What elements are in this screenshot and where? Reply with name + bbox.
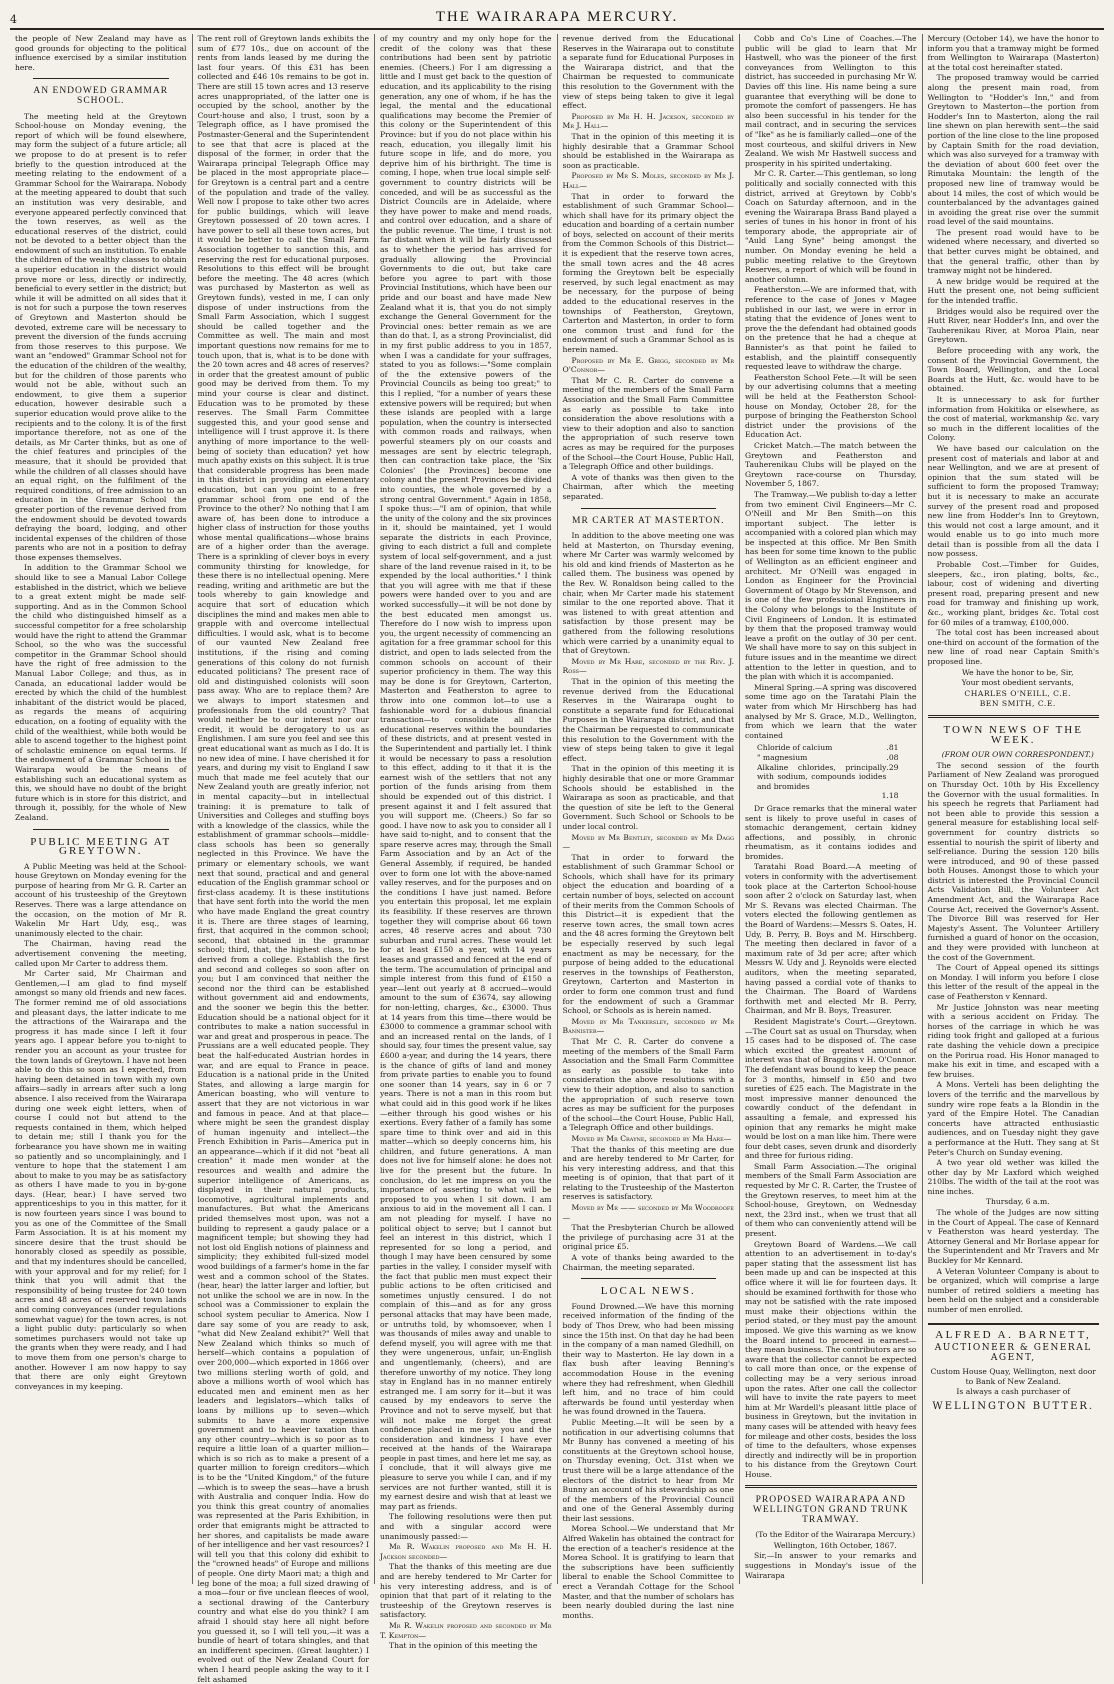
column-4 (558, 34, 741, 1620)
heading-tramway: PROPOSED WAIRARAPA AND WELLINGTON GRAND TRUNK TRAMWAY. (752, 1495, 909, 1525)
news-item: Mineral Spring.—A spring was discovered some time ago on the Taratahi Plain the water from which Mr Hirschberg has had analysed by Mr S. Grace, M.D., Wellington, from which we learn that the water contained (745, 682, 917, 740)
news-item: Morea School.—We understand that Mr Alfred Wakelin has obtained the contract for the erection of a teacher's residence at the Morea School. It is gratifying to learn that the subscriptions have been sufficiently liberal to enable the School Committee to erect a Verandah Cottage for the School Master, and that the number of scholars has been nearly doubled during the last nine months. (562, 1524, 734, 1620)
paragraph: A new bridge would be required at the Hutt the present one, not being sufficient for the intended traffic. (927, 276, 1099, 306)
paragraph: The rent roll of Greytown lands exhibits the sum of £77 10s., due on account of the rents from lands leased by me during the last four years. Of this £31 has been collected and £46 10s remains to be got in. There are still 15 town acres and 13 reserve acres unappropriated, of the latter one is occupied by the school, another by the Court-house and also, I trust, soon by a Telegraph office, as I have promised the Postmaster-General and the Superintendent to see that that acre is placed at the disposal of the former, in order that the Wairarapa principal Telegraph Office may be placed in the most appropriate place—for Greytown is a central part and a centre of the population and trade of the valley. Well now I propose to take other two acres for public buildings, which will leave Greytown possessed of 20 town acres. I have power to sell all these town acres, but it would be better to call the Small Farm Association together to sanction this, and reserving the rest for educational purposes. Resolutions to this effect will be brought before the meeting. The 48 acres (which was purchased by Masterton as well as Greytown funds), vested in me, I can only dispose of under instructions from the Small Farm Association, which I suggest should be called together and the Committee as well. The main and most important questions now remains for me to touch upon, that is, what is to be done with the 20 town acres and 48 acres of reserves? in order that the greatest amount of public good may be derived from them. To my mind your course is clear and distinct. Education was to be promoted by these reserves. The Small Farm Committee suggested this, and your good sense and intelligence will I trust approve it. Is there anything of more importance to the well-being of society than education? yet how much apathy exists on this subject. It is true that considerable progress has been made in this district in providing an elementary education, but can you point to a free grammar school from one end of the Province to the other? No nothing that I am aware of, has been done to introduce a higher class of instruction for those youths whose mental qualifications—whose brains are of a higher order than the average. There is a sprinkling of clever boys in every community thirsting for knowledge, for these there is no intellectual opening. Mere reading, writing and arithmetic are but the tools whereby to gain knowledge and acquire that sort of education which disciplines the mind and makes men able to grapple with and overcome intellectual difficulties. I would ask, what is to become of our vaunted New Zealand free institutions, if the rising and coming generations of this colony do not furnish educated politicians? The present race of old and distinguished colonists will soon pass away. Who are to replace them? Are we always to import statesmen and professionals from the old country? That would neither be to our interest nor our credit, it would be derogatory to us as Englishmen. I am sure you feel and see this great educational want as much as I do. It is no new idea of mine. I have cherished it for years, and during my visit to England I saw much that made me feel acutely that our New Zealand youth are greatly inferior, not in mental capacity—but in intellectual training: it is premature to talk of Universities and Colleges and stuffing boys with a knowledge of the classics, while the establishment of grammar schools—middle-class schools has been so generally neglected in this Province. We have the primary or elementary schools, we want next that sound, practical and and general education of the English grammar school or first-class academy. It is these institutions that have sent forth into the world the men who have made England the great country it is. There are three stages of learning, first, that acquired in the common school; second, that obtained in the grammar school; third, that, the highest class, to be derived from a college. Establish the first and second and colleges so soon after on you; but I am convinced that neither the second nor the third can be established without government aid and endowments, and the sooner we begin this the better. Education should be a national object for it contributes to make a nation successful in war and great and prosperous in peace. The Prussians are a well educated people. They beat the half-educated Austrian hordes in war, and are equal to France in peace. Education is a national pride in the United States, and allowing a large margin for American boasting, who will venture to assert that they are not victorious in war and famous in peace. And at that place—where might be seen the grandest display of human ingenuity and intellect—the French Exhibition in Paris—America put in an appearance—which if it did not "beat all creation" it made men wonder at the resources and wealth and admire the superior intelligence of Americans, as displayed in their natural products, locomotive, agricultural implements and manufactures. But what the Americans prided themselves most upon, was not a building to represent a gaudy palace or a magnificent temple; but showing they had not lost old English notions of plainness and simplicity; they exhibited full-sized model wood buildings of a farmer's home in the far west and a common school of the States. (hear, hear) the latter larger and loftier, but not unlike the school we are in now. In the school was a Commissioner to explain the school system peculiar to America. Now I dare say some of you are ready to ask, "what did New Zealand exhibit?" Well that New Zealand which thinks so much of herself—which contains a population of over 200,000—which exported in 1866 over two millions sterling worth of gold, and above a millions worth of wool which has educated men and eminent men as her leaders and legislators—which talks of loans by millions up to seven—which submits to have a more expensive government and to heavier taxation than any other country—which is so poor as to require a little loan of a quarter million—which is so rich as to make a present of a quarter million to foreign creditors—which is to be the "United Kingdom," of the future—which is to sweep the seas—have a brush with Australia and conquer India. How do you think this great country of anomalies was represented at the Paris Exhibition, in order that emigrants might be attracted to her shores, and capitalists be made aware of her intelligence and her vast resources? I will tell you that this colony did exhibit to the "crowned heads" of Europe and millions of people. One dirty Maori mat; a thigh and leg bone of the moa; a full sized drawing of a moa—four or five unclean fleeces of wool, a sectional drawing of the Canterbury country and what else do you think? I am afraid I should stay here all night before you guessed it, so I will tell you,—it was a bundle of heart of totara shingles, and that an indifferent specimen. (Great laughter.) I evolved out of the New Zealand Court for when I heard people asking the way to it I felt ashamed (197, 34, 369, 1684)
divider (928, 715, 1100, 718)
water-analysis (757, 743, 917, 801)
advertisement-barnett (928, 1323, 1100, 1412)
news-item: Taratahi Road Board.—A meeting of voters in conformity with the advertisement took place at the Carterton School-house soon after 2 o'clock on Saturday last, when Mr S. Revans was elected Chairman. The voters elected the following gentlemen as the Board of Wardens:—Messrs S. Oates, H. Udy, B. Perry, B. Boys and M. Hirschberg. The meeting then declared in favor of a maximum rate of 3d per acre; after which Messrs W. Udy and J. Reynolds were elected auditors, when the meeting separated, having passed a cordial vote of thanks to the Chairman. The Board of Wardens forthwith met and elected Mr B. Perry, Chairman, and Mr B. Boys, Treasurer. (745, 862, 917, 1016)
newspaper-title: THE WAIRARAPA MERCURY. (435, 9, 679, 25)
paragraph: It is unnecessary to ask for further information from Hokitika or elsewhere, as the cost of material, workmanship &c. vary so much in the different localities of the Colony. (927, 394, 1099, 443)
news-item: Featherston School Fete.—It will be seen by our advertising columns that a meeting will be held at the Featherston School-house on Monday, October 28, for the purpose of bringing the Featherston School district under the provisions of the Education Act. (745, 372, 917, 440)
paragraph: Probable Cost.—Timber for Guides, sleepers, &c., iron plating, bolts, &c., labour, cost of widening and diverting present road, preparing present and new road for tramway and finishing up work, &c., working plant, bridges &c. Total cost for 60 miles of a tramway, £100,000. (927, 560, 1099, 627)
ad-trade: AUCTIONEER & GENERAL AGENT, (934, 1343, 1092, 1363)
motion-line: Moved by Mr —— seconded by Mr Woodroofe— (562, 1203, 734, 1222)
columns (10, 34, 1104, 1684)
paragraph: In addition to the Grammar School we should like to see a Manual Labor College established in the district, which we believe to a great extent might be made self-supporting. And as in the Common School the child who distinguished himself as a successful competitor for a free scholarship would have the right to attend the Grammar School, so the who was the successful competitor in the Grammar School should have the right of free admission to the Manual Labor College; and thus, as in Canada, an educational ladder would be erected by which the child of the humblest inhabitant of the district would be placed, as regards the means of acquiring education, on a footing of equality with the child of the wealthiest, while both would be able to ascend together to the highest point of scholastic eminence on equal terms. If the endowment of a Grammar School in the Wairarapa would be the means of establishing such an educational system as this, we should have no doubt of the bright future which is in store for this district, and through it, possibly, for the whole of New Zealand. (15, 563, 187, 822)
motion-line: Moved by Mr Hare, seconded by the Rev. J. Ross— (562, 656, 734, 676)
dateline: Thursday, 6 a.m. (985, 1197, 1050, 1207)
paragraph: Sir,—In answer to your remarks and suggestions in Monday's issue of the Wairarapa (745, 1551, 917, 1580)
divider (581, 508, 717, 509)
resolution: That the thanks of this meeting are due and are hereby tendered to Mr Carter, for his very interesting address, and that this meeting is of opinion, that that part of it relating to the Trusteeship of the Masterton reserves is satisfactory. (562, 1144, 734, 1202)
analysis-row: Alkaline chlorides, principally with sodium, compounds iodides and bromides .29 (757, 762, 899, 791)
paragraph: We have based our calculation on the present cost of materials and labor at and near Wellington, and we are at present of opinion that the sum stated will be sufficient to form the proposed Tramway; but it is necessary to make an accurate survey of the present road and proposed new line from Hodder's Inn to Greytown, this would not cost a large amount, and it would enable us to go into much more detail than is possible from all the data I now possess. (927, 443, 1099, 559)
column-1 (10, 34, 193, 1584)
analysis-total: 1.18 (881, 791, 899, 801)
news-item: Featherston.—We are informed that, with reference to the case of Jones v Magee published in our last, we were in error in stating that the evidence of Jones went to prove the the defendant had obtained goods on the pretence that he had a cheque at Bannister's as that point he failed to establish, and the plaintiff consequently requested leave to withdraw the charge. (745, 285, 917, 372)
paragraph: The meeting held at the Greytown School-house on Monday evening, the report of which will be found elsewhere, may form the subject of a future article; all we propose to do at present is to refer briefly to the question introduced at the meeting relating to the endowment of a Grammar School for the Wairarapa. Nobody at the meeting appeared to doubt that such an institution was very desirable, and everyone appeared perfectly convinced that the town reserves, as well as the educational reserves of the district, could not be devoted to a better object than the endowment of such an institution. To enable the children of the wealthy classes to obtain a superior education in the district would prove more or less, directly or indirectly, beneficial to every settler in the district; but while it will be admitted on all sides that it is not for such a purpose the town reserves of Greytown and Masterton should be devoted, extreme care will be necessary to prevent the diversion of the funds accruing from those reserves to this purpose. We want an "endowed" Grammar School not for the education of the children of the wealthy, but for the children of those parents who would not be able, without such an endowment, to give them a superior education, however desirable such a superior education would prove alike to the recipients and to the colony. It is of the first importance therefore, not as one of the details, as Mr Carter thinks, but as one of the chief features and principles of the measure, that it should be provided that while the children of all classes should have an equal right, on the fulfilment of the required conditions, of free admission to an education in the Grammar School the greater portion of the revenue derived from the endowment should be devoted towards defraying the board, lodging, and other incidental expenses of the children of those parents who are not in a position to defray those expenses themselves. (15, 111, 187, 562)
closing: We have the honor to be, Sir, (961, 667, 1074, 677)
divider (33, 78, 169, 79)
paragraph: A Public Meeting was held at the School-house Greytown on Monday evening for the purpose of hearing from Mr G. R. Carter an account of his trusteeship of the Greytown Reserves. There was a large attendance on the occasion, on the motion of Mr R. Wakelin Mr Hart Udy, esq., was unanimously elected to the chair. (15, 861, 187, 938)
resolution: That the thanks of this meeting are due and are hereby tendered to Mr Carter for his very interesting address, and is of opinion that that part of it relating to the trusteeship of the Greytown reserves is satisfactory. (380, 1562, 552, 1620)
paragraph: The second session of the fourth Parliament of New Zealand was prorogued on Thursday Oct. 10th by His Excellency the Governor with the usual formalities. In his speech he regrets that Parliament had not been able to provide this session a general measure for establishing local self-government for country districts so essential to nourish the spirit of liberty and self-reliance. During the session 120 bills were introduced, and 90 of these passed both Houses. Amongst those to which your district is interested the Provincial Council Acts Validation Bill, the Volunteer Act Amendment Act, and the Wairarapa Race Course Act, received the Governor's Assent. The Divorce Bill was reserved for Her Majesty's Assent. The Volunteer Artillery furnished a guard of honor on the occasion, and they were provided with luncheon at the cost of the Government. (927, 760, 1099, 962)
analysis-row: Chloride of calcium .81 (757, 743, 899, 753)
heading-grammar-school: AN ENDOWED GRAMMAR SCHOOL. (33, 86, 169, 106)
news-item: The Tramway.—We publish to-day a letter from two eminent Civil Engineers—Mr C. O'Neill and Mr Ben Smith—on this important subject. The letter is accompanied with a colored plan which may be inspected at this office. Mr Ben Smith has been for some time known to the public of Wellington as an efficient engineer and architect. Mr O'Neill was engaged in London as Engineer for the Provincial Government of Otago by Mr Stevenson, and is one of the few professional Engineers in the Colony who belongs to the Institute of Civil Engineers of London. It is estimated by them that the proposed tramway would leave a profit on the outlay of 30 per cent. We shall have more to say on this subject in future issues and in the meantime we direct attention to the letter in question, and to the plan with which it is accompanied. (745, 489, 917, 682)
paragraph: In addition to the above meeting one was held at Masterton, on Thursday evening, where Mr Carter was warmly welcomed by his old and kind friends of Masterton as he called them. The business was opened by the Rev. W. Ronaldson being called to the chair, when Mr Carter made his statement similar to the one reported above. That it was listened to with great attention and satisfaction by those present may be gathered from the following resolutions which were carried by a unanimity equal to that of Greytown. (562, 531, 734, 656)
resolution: That in order to forward the establishment of such Grammar School or Schools, which shall have for its primary object the education and boarding of a certain number of boys, selected on account of their merits from the Common Schools of this District—it is expedient that the reserve town acres, the small town acres and the 48 acres forming the Greytown belt be especially reserved by such legal enactment as may be necessary, for the purpose of being added to the educational reserves in the townships of Featherston, Greytown, Carterton and Masterton in order to form one common trust and fund for the endowment of such a Grammar School, or Schools as is herein named. (562, 852, 734, 1016)
heading-town-news: TOWN NEWS OF THE WEEK. (943, 723, 1083, 746)
heading-local-news: LOCAL NEWS. (600, 1285, 696, 1298)
byline: (FROM OUR OWN CORRESPONDENT.) (941, 750, 1094, 760)
paragraph: Mr Justice Johnston was near meeting with a serious accident on Friday. The horses of the carriage in which he was riding took fright and galloped at a furious rate dashing the vehicle down a precipice on the Porirua road. His Honor managed to make his exit in time, and escaped with a few bruises. (927, 1002, 1099, 1079)
column-3 (375, 34, 558, 1651)
resolution: That in the opinion of this meeting it is highly desirable that one or more Grammar Schools should be established in the Wairarapa as soon as practicable, and that the question of site be left to the General Government. Such School or Schools to be under local control. (562, 764, 734, 831)
analysis-row: " magnesium .08 (757, 752, 899, 762)
ad-name: ALFRED A. BARNETT, (935, 1328, 1092, 1341)
resolution: That in the opinion of this meeting the (389, 1641, 538, 1651)
paragraph: The Chairman, having read the advertisement convening the meeting, called upon Mr Carter to address them. (15, 939, 187, 968)
paragraph: The present road would have to be widened where necessary, and diverted so that better curves might be obtained, and that the general traffic, other than by tramway might not be hindered. (927, 227, 1099, 276)
paragraph: The whole of the Judges are now sitting in the Court of Appeal. The case of Kennard v Featherston was heard yesterday. The Attorney General and Mr Borlase appear for the Superintendent and Mr Travers and Mr Buckley for Mr Kennard. (927, 1208, 1099, 1266)
column-5 (740, 34, 923, 1584)
paragraph: Mr Carter said, Mr Chairman and Gentlemen,—I am glad to find myself amongst so many old friends and new faces. The former remind me of old associations and pleasant days, the latter indicate to me the attractions of the Wairarapa and the progress it has made since I left it four years ago. I appear before you to-night to render you an account as your trustee for the town lands of Greytown. I have not been able to do this so soon as I expected, from having been detained in town with my own affairs—sadly in arrears after such a long absence. I also received from the Wairarapa during one week eight letters, when of course I could not but attend to the requests contained in them, which helped to detain me; still I thank you for the forbearance you have shown me in waiting so patiently and so uncomplainingly, and I venture to hope that the statement I am about to make to you may be as satisfactory as others I have made to you in by-gone days. (Hear, hear.) I have served two apprenticeships to you in this matter, for it is now fourteen years since I was bound to you as one of the Committee of the Small Farm Association. It is at his moment my sincere desire that the trust should be honorably closed as speedily as possible, and that my indentures should be cancelled, with your approval and for my relief; for I think that you will admit that the responsibility of being trustee for 240 town acres and 48 acres of reserved town lands and coming conveyances (under regulations somewhat vague) for the town acres, is not a light public duty: particularly so when sometimes purchasers would not take up the grants when they were ready, and I had to move them from one person's charge to another. However I am now happy to say that there are only eight Greytown conveyances in my keeping. (15, 969, 187, 1391)
dateline: Wellington, 16th October, 1867. (773, 1540, 897, 1550)
heading-carter-masterton: MR CARTER AT MASTERTON. (572, 515, 725, 526)
heading-public-meeting: PUBLIC MEETING AT GREYTOWN. (30, 835, 172, 858)
paragraph: The following resolutions were then put and with a singular accord were unanimously passed:— (380, 1512, 552, 1541)
news-item: Small Farm Association.—The original members of the Small Farm Association are requested by Mr C. R. Carter, the Trustee of the Greytown reserves, to meet him at the School-house, Greytown, on Wednesday next, the 23rd inst., when we trust that all of them who can conveniently attend will be present. (745, 1161, 917, 1239)
paragraph: of my country and my only hope for the credit of the colony was that these contributions had been sent by patriotic enemies. (Cheers.) For I am digressing a little and I must get back to the question of education, and its applicability to the rising generation, any one of whom, if he has the legal, the mental and the educational qualifications may become the Premier of this colony or the Superintendent of this Province: but if you do not place within his reach, education, you illegally limit his future scope in life, and do more, you deprive him of his birthright. The time is coming, I hope, when true local simple self-government to country districts will be conceded, and will be as successful as the District Councils are in Adelaide, where they have power to make and mend roads, and control over education, and a share of the public revenue. The time, I trust is not far distant when it will be fairly discussed as to whether the period has arrived for gradually allowing the Provincial Governments to die out, but take care before you agree to part with those Provincial Institutions, which have been our pride and our boast and have made New Zealand what it is, that you do not simply exchange the General Government for the Provincial ones: better remain as we are than do that. I, as a strong Provincialist, did in my first public address to you in 1857, when I was a candidate for your suffrages, stated to you as follows:—"Some complain of the the extensive powers of the Provincial Councils as being too great;" to this I replied, "for a number of years these extensive powers will be required; but when these islands are peopled with a large population, when the country is intersected with common roads and railways, when powerful steamers ply on our coasts and messages are sent by electric telegraph, then can contraction take place, the 'Six Colonies' [the Provinces] become one colony and the present Provinces be divided into counties, the whole governed by a strong central Government." Again in 1858, I spoke thus:—"I am of opinion, that while the unity of the colony and the six provinces in it, should be maintained, yet I would separate the districts in each Province, giving to each district a full and complete system of local self-government, and a just share of the land revenue raised in it, to be expended by the local authorities." I think that you will agree with me that if these powers were handed over to you and are worked successfully—it will be not done by the best educated men amongst us. Therefore do I now wish to impress upon you, the urgent necessity of commencing an agitation for a free grammar school for this district, and open to lads selected from the common schools on account of their superior proficiency in them. The way this may be done is for Greytown, Carterton, Masterton and Featherston to agree to throw into one common lot—to use a fashionable word for a dubious financial transaction—to consolidate all the educational reserves within the boundaries of these districts, and at present vested in the Superintendent and partially let. I think it would be necessary to pass a resolution to this effect, adding to it that it is the earnest wish of the settlers that not any portion of the funds arising from them should be expended out of this district. I present against it and I felt assured that you will support me. (Cheers.) So far so good. I have now to ask you to consider all I have said to-night, and to consent that the spare reserve acres may, through the Small Farm Association and by an Act of the General Assembly, if required, be handed over to form one lot with the above-named valley reserves, and for the purposes and on the conditions I have just named. Before you entertain this proposal, let me explain its feasibility. If these reserves are thrown together they will comprise about 66 town acres, 48 reserve acres and about 730 suburban and rural acres. These would let for at least £150 a year, with 14 years leases and grassed and fenced at the end of the term. The accumulation of principal and simple interest from this fund of £150 a year—lent out yearly at 8 accrued—would amount to the sum of £3674, say allowing for non-letting, charges, &c., £3000. Thus at 14 years from this time—there would be £3000 to commence a grammar school with and an increased rental on the lands, of I should say, four times the present value, say £600 a-year, and during the 14 years, there is the chance of gifts of land and money from private parties to enable you to found one sooner than 14 years, say in 6 or 7 years. There is not a man in this room but what could aid in this good work if he likes—either through his good wishes or his exertions. Every father of a family has some spare time to think over and aid in this matter—which so deeply concerns him, his children, and future generations. A man does not live for himself alone: he does not live for the present but the future. In conclusion, do let me impress on you the importance of asserting to what will be proposed to you when I sit down. I am anxious to aid in the movement all I can. I am not pleading for myself. I have no political object to serve; but I cannot but feel an interest in this district, which I represented for so long a period, and though I may have been censured by some parties in the valley, I consider myself with the fact that public men must expect their public actions to be often criticised and sometimes unjustly censured. I do not complain of this—and as for any gross personal attacks that may have been made, or untruths told, by whomsoever, when I was thousands of miles away and unable to defend myself, you will agree with me that they were ungenerous, unfair, un-English and ungentlemanly, (cheers), and are therefore unworthy of my notice. They long stay in England has in no manner entirely estranged me. I am sorry for it—but it was caused by my endeavors to serve the Province and not to serve myself, but that will not make me forget the great confidence placed in me by you and the consideration and kindness I have ever received at the hands of the Wairarapa people in past times, and here let me say, as I conclude, that it will always give me pleasure to serve you while I can, and if my services are not further wanted, still it is my earnest desire and wish that at least we may part as friends. (380, 34, 552, 1511)
motion-line: Moved by Mr Tankersley, seconded by Mr Bannister— (562, 1016, 734, 1036)
motion-line: Mr R. Wakelin proposed and seconded by Mr T. Kempton— (380, 1620, 552, 1640)
divider (581, 1278, 717, 1279)
motion-line: Proposed by Mr E. Grigg, seconded by Mr O'Connor— (562, 355, 734, 375)
news-item: Mr C. R. Carter.—This gentleman, so long politically and socially connected with this district, arrived at Greytown by Cobb's Coach on Saturday afternoon, and in the evening the Wairarapa Brass Band played a series of tunes in his honor in front of his temporary abode, the appropriate air of "Auld Lang Syne" being amongst the number. On Monday evening he held a public meeting relative to the Greytown Reserves, a report of which will be found in another column. (745, 169, 917, 284)
closing: Your most obedient servants, (961, 678, 1074, 688)
paragraph: Bridges would also be required over the Hutt River, near Hodder's Inn, and over the Tauherenikau River, at Moroa Plain, near Greytown. (927, 306, 1099, 345)
paragraph: The Court of Appeal opened its sittings on Monday. I will inform you before I close this letter of the result of the appeal in the case of Featherston v Kennard. (927, 963, 1099, 1001)
motion-line: Mr R. Wakelin proposed and Mr H. H. Jackson seconded— (380, 1542, 552, 1561)
news-item: Dr Grace remarks that the mineral water sent is likely to prove useful in cases of stomachic derangement, certain kidney affections, and possibly, in chronic rheumatism, as it contains iodides and bromides. (745, 803, 917, 861)
editor-note: (To the Editor of the Wairarapa Mercury.) (755, 1530, 916, 1540)
resolution: That in order to forward the establishment of such Grammar School—which shall have for its primary object the education and boarding of a certain number of boys, selected on account of their merits from the Common Schools of this District—it is expedient that the reserve town acres, the small town acres and the 48 acres forming the Greytown belt be especially reserved, by such legal enactment as may be necessary, for the purpose of being added to the educational reserves in the townships of Featherston, Greytown, Carterton and Masterton, in order to form one common trust and fund for the endowment of such a Grammar School as is herein named. (562, 191, 734, 354)
ad-buyer: Is always a cash purchaser of (956, 1386, 1071, 1396)
paragraph: A vote of thanks was then given to the Chairman, after which the meeting separated. (562, 472, 734, 501)
news-item: Resident Magistrate's Court.—Greytown.—The Court sat as usual on Thursday, when 15 cases had to be disposed of. The case which excited the greatest amount of interest was that of Braggins v H. O'Connor. The defendant was bound to keep the peace for 3 months, himself in £50 and two sureties of £25 each. The Magistrate in the most impressive manner denounced the cowardly conduct of the defendant in assaulting a female, and expressed his opinion that any remarks he might make would be lost on a man like him. There were four debt cases, seven drunk and disorderly and three for furious riding. (745, 1016, 917, 1161)
intro-tail: the people of New Zealand may have as good grounds for objecting to the political influence exercised by a similar institution here. (15, 34, 187, 72)
news-item: Cricket Match.—The match between the Greytown and Featherston and Tauherenikau Clubs will be played on the Greytown race-course on Thursday, November 5, 1867. (745, 440, 917, 489)
paragraph: A vote of thanks being awarded to the Chairman, the meeting separated. (562, 1253, 734, 1272)
news-item: Cobb and Co's Line of Coaches.—The public will be glad to learn that Mr Hastwell, who was the pioneer of the first conveyances from Wellington to this district, has succeeded in purchasing Mr W. Davies off this line. His name being a sure guarantee that everything will be done to promote the comfort of passengers. He has also been successful in his tender for the mail contract, and in securing the services of "Ike" as he is familiarly called—one of the most courteous, and skilful drivers in New Zealand. We wish Mr Hastwell success and prosperity in his spirited undertaking. (745, 34, 917, 168)
masthead (10, 4, 1104, 30)
paragraph: Before proceeding with any work, the consent of the Provincial Government, the Town Board, Wellington, and the Local Boards at the Hutt, &c. would have to be obtained. (927, 346, 1099, 394)
resolution: That Mr C. R. Carter do convene a meeting of the members of the Small Farm Association and the Small Farm Committee as early as possible to take into consideration the above resolutions with a view to their adoption and also to sanction the appropriation of such reserve town acres as may be required for the purposes of the School—the Court House, Public Hall, a Telegraph Office and other buildings. (562, 375, 734, 472)
page-number: 4 (10, 13, 17, 26)
ad-address: Custom House Quay, Wellington, next door to Bank of New Zealand. (930, 1367, 1096, 1386)
news-item: Found Drowned.—We have this morning received information of the finding of the body of Thos Drew, who had been missing since the 15th inst. On that day he had been in the company of a man named Gledhill, on their way to Masterton. He lay down in a flax bush after leaving Benning's accommodation House in the evening where they had refreshment, when Gledhill left him, and no trace of him could afterwards be found until yesterday when he was found drowned in the Tauera. (562, 1301, 734, 1417)
resolution: revenue derived from the Educational Reserves in the Wairarapa out to constitute a separate fund for Educational Purposes in the Wairarapa district, and that the Chairman be requested to communicate this resolution to the Government with the view of steps being taken to give it legal effect. (562, 34, 734, 111)
paragraph: The proposed tramway would be carried along the present main road, from Wellington to "Hodder's Inn," and from Greytown to Masterton—the portion from Hodder's Inn to Masterton, along the rail line shewn on plan herewith sent—the said portion of the line close to the line proposed by Captain Smith for the road deviation, which was also surveyed for a tramway with the deviation of about 600 feet over the Rimutaka Mountain: the length of the proposed new line of tramway would be about 14 miles, the cost of which would be counterbalanced by the advantages gained in avoiding the great rise over the summit road level of the said mountains. (927, 73, 1099, 227)
signature: BEN SMITH, C.E. (979, 699, 1056, 709)
paragraph: The total cost has been increased about one-third on account of the formation of the new line of road near Captain Smith's proposed line. (927, 628, 1099, 666)
motion-line: Moved by Mr Bentley, seconded by Mr Dagg— (562, 832, 734, 852)
paragraph: A two year old wether was killed the other day by Mr Laxford which weighed 210lbs. The width of the tail at the root was nine inches. (927, 1158, 1099, 1196)
divider (745, 1485, 917, 1488)
news-item: Greytown Board of Wardens.—We call attention to an advertisement in to-day's paper stating that the assessment list has been made up and can be inspected at this office where it will lie for fourteen days. It should be examined forthwith for those who may not be satisfied with the rate imposed must make their objections within the period stated, or they must pay the amount imposed. We give this warning as we know the Board intend to proceed in earnest—they mean business. The contributors are so aware that the collector cannot be expected to call more than once, or the expense of collecting may be a very serious inroad upon the rates. After one call the collector will have to invite the rate payers to meet him at Mr Wardell's pleasant little place of business in Greytown, but the invitation in many cases will be attended with heavy fees for mileage and other costs, besides the loss of time to the defaulters, whose expenses directly and indirectly will be in proportion to his distance from the Greytown Court House. (745, 1239, 917, 1479)
column-2 (193, 34, 376, 1684)
column-6 (923, 34, 1105, 1584)
resolution: That the Presbyterian Church be allowed the privilege of purchasing acre 31 at the original price £5. (562, 1223, 734, 1252)
ad-goods: WELLINGTON BUTTER. (932, 1401, 1095, 1413)
resolution: That Mr C. R. Carter do convene a meeting of the members of the Small Farm Association and the Small Farm Committee as early as possible to take into consideration the above resolutions with a view to their adoption, and also to sanction the appropriation of such reserve town acres as may be sufficient for the purposes of the school—the Court House, Public Hall, a Telegraph Office and other buildings. (562, 1036, 734, 1133)
resolution: That in the opinion of this meeting it is highly desirable that a Grammar School should be established in the Wairarapa as soon as practicable. (562, 131, 734, 170)
signature: CHARLES O'NEILL, C.E. (964, 688, 1072, 698)
paragraph: A Veteran Volunteer Company is about to be organized, which will comprise a large number of retired soldiers a meeting has been held on the subject and a considerable number of men enrolled. (927, 1266, 1099, 1314)
motion-line: Moved by Mr Crayne, seconded by Mr Hare— (571, 1133, 732, 1143)
resolution: That in the opinion of this meeting the revenue derived from the Educational Reserves in the Wairarapa ought to constitute a separate fund for Educational Purposes in the Wairarapa district, and that the Chairman be requested to communicate this resolution to the Government with the view of steps being taken to give it legal effect. (562, 677, 734, 763)
paragraph: Mercury (October 14), we have the honor to inform you that a tramway might be formed from Wellington to Wairarapa (Masterton) at the total cost hereinafter stated. (927, 34, 1099, 72)
motion-line: Proposed by Mr H. H. Jackson, seconded by Mr J. Hall— (562, 111, 734, 131)
news-item: Public Meeting.—It will be seen by a notification in our advertising columns that Mr Bunny has convened a meeting of his constituents at the Greytown school house, on Thursday evening, Oct. 31st when we trust there will be a large attendance of the electors of the district to hear from Mr Bunny an account of his stewardship as one of the members of the Provincial Council and one of the General Assembly during their last sessions. (562, 1417, 734, 1523)
motion-line: Proposed by Mr S. Moles, seconded by Mr J. Hall— (562, 171, 734, 190)
divider (33, 829, 169, 830)
paragraph: A Mons. Verteli has been delighting the lovers of the terrific and the marvellous by sundry wire rope feats a la Blondin in the yard of the Empire Hotel. The Canadian concerts have attracted enthusiastic audiences, and on Tuesday night they gave a performance at the Hutt. They sang at St Peter's Church on Sunday evening. (927, 1080, 1099, 1157)
